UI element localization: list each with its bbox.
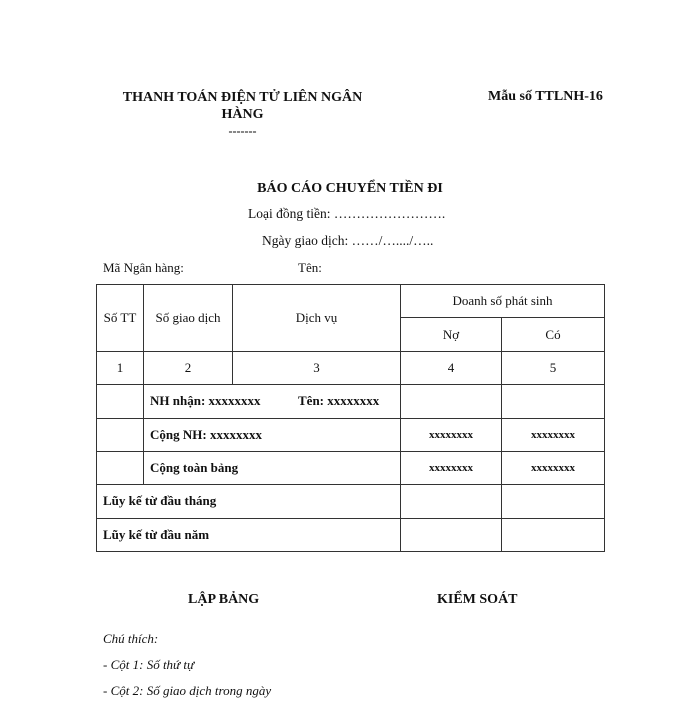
header-so-giao-dich: Số giao dịch <box>144 285 233 352</box>
notes-heading: Chú thích: <box>103 631 159 646</box>
bank-total-no: xxxxxxxx <box>401 418 502 451</box>
checked-by-label: KIỂM SOÁT <box>437 592 518 607</box>
bank-total-row <box>97 418 605 451</box>
receiving-bank: NH nhận: xxxxxxxx <box>150 393 261 409</box>
empty-cell <box>97 451 144 484</box>
header-doanh-so: Doanh số phát sinh <box>401 285 605 318</box>
org-separator: ------- <box>228 124 257 138</box>
col-number-4: 4 <box>401 351 502 384</box>
column-number-row <box>97 351 605 384</box>
bank-code-label: Mã Ngân hàng: <box>103 260 184 275</box>
month-cumulative-row <box>97 485 605 518</box>
transaction-date-line: Ngày giao dịch: ……/…..../….. <box>262 233 434 248</box>
header-no: Nợ <box>401 318 502 351</box>
note-item: - Cột 2: Số giao dịch trong ngày <box>103 683 272 698</box>
year-cumulative-label: Lũy kế từ đầu năm <box>97 518 401 551</box>
col-number-1: 1 <box>97 351 144 384</box>
empty-cell <box>401 518 502 551</box>
note-item: - Cột 1: Số thứ tự <box>103 657 195 672</box>
table-total-row <box>97 451 605 484</box>
empty-cell <box>502 518 605 551</box>
org-line-2: HÀNG <box>221 107 264 122</box>
empty-cell <box>97 418 144 451</box>
table-total-co: xxxxxxxx <box>502 451 605 484</box>
empty-cell <box>502 485 605 518</box>
bank-total-co: xxxxxxxx <box>502 418 605 451</box>
report-title: BÁO CÁO CHUYỂN TIỀN ĐI <box>257 181 443 196</box>
month-cumulative-label: Lũy kế từ đầu tháng <box>97 485 401 518</box>
table-total-no: xxxxxxxx <box>401 451 502 484</box>
col-number-2: 2 <box>144 351 233 384</box>
header-stt: Số TT <box>97 285 144 352</box>
empty-cell <box>502 385 605 418</box>
report-table <box>96 284 605 552</box>
bank-name-label: Tên: <box>298 260 322 275</box>
empty-cell <box>401 385 502 418</box>
prepared-by-label: LẬP BẢNG <box>188 592 260 607</box>
header-co: Có <box>502 318 605 351</box>
org-line-1: THANH TOÁN ĐIỆN TỬ LIÊN NGÂN <box>122 90 363 105</box>
form-number: Mẫu số TTLNH-16 <box>488 89 603 104</box>
col-number-5: 5 <box>502 351 605 384</box>
receiving-bank-cell <box>144 385 401 418</box>
bank-total-label: Cộng NH: xxxxxxxx <box>144 418 401 451</box>
table-header-row <box>97 285 605 318</box>
table-total-label: Cộng toàn bảng <box>144 451 401 484</box>
receiving-bank-row <box>97 385 605 418</box>
receiving-bank-name: Tên: xxxxxxxx <box>298 393 380 409</box>
organization-header <box>120 89 365 137</box>
currency-line: Loại đồng tiền: ……………………. <box>248 206 446 221</box>
year-cumulative-row <box>97 518 605 551</box>
empty-cell <box>97 385 144 418</box>
header-dich-vu: Dịch vụ <box>233 285 401 352</box>
notes-section <box>103 626 271 704</box>
empty-cell <box>401 485 502 518</box>
col-number-3: 3 <box>233 351 401 384</box>
